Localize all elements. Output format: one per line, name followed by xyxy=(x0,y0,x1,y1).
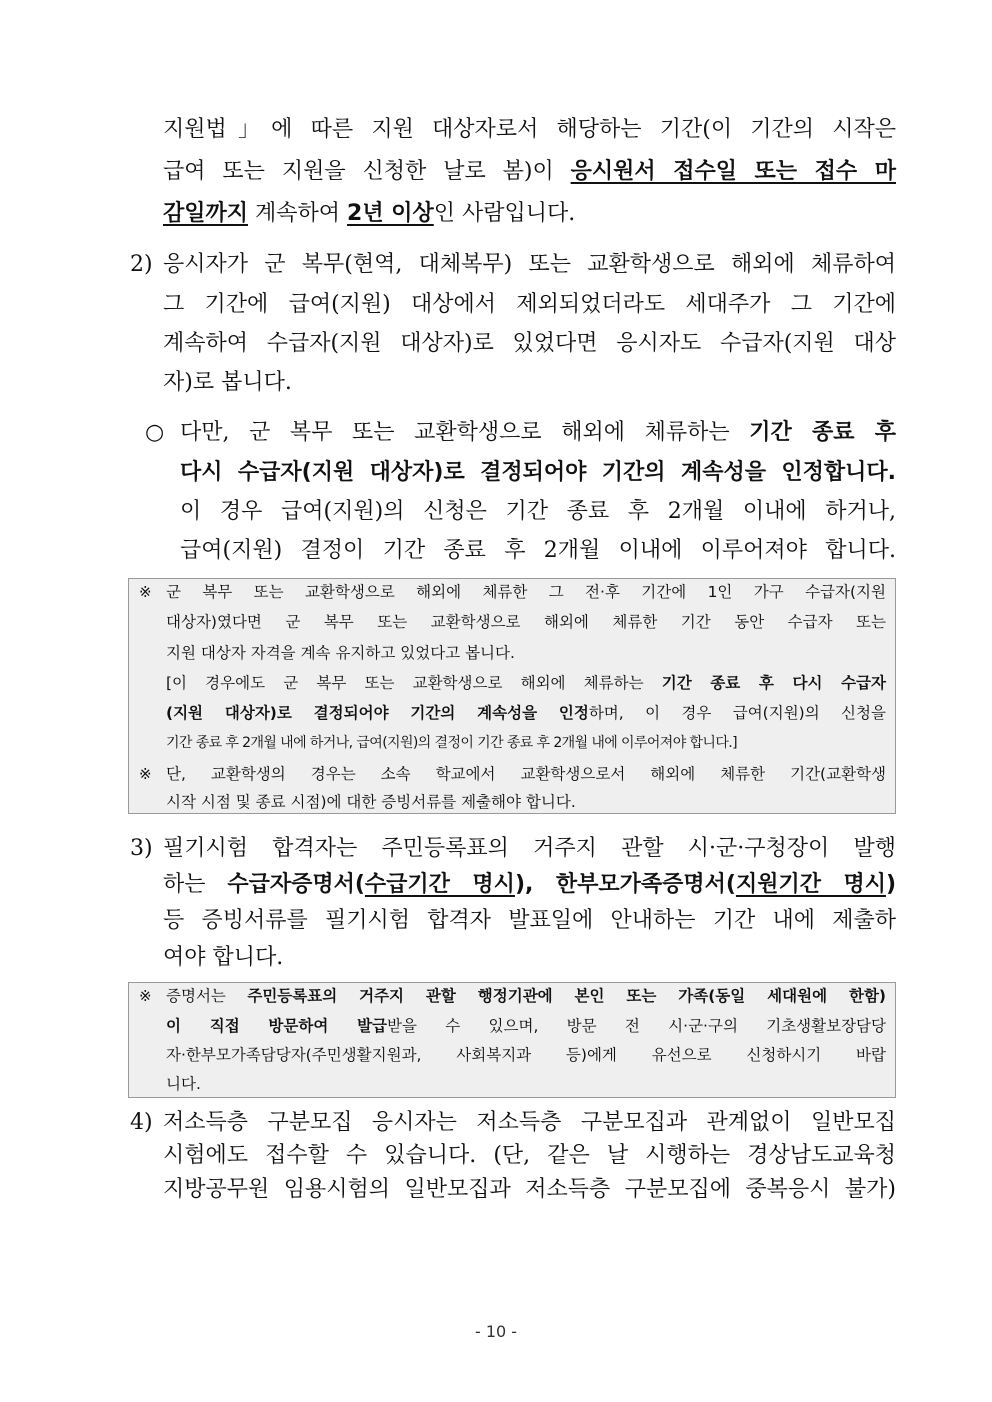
bullet-emphasis: 기간 종료 후 xyxy=(749,420,896,445)
note2-text-cont: 받을 수 있으며, 방문 전 시·군·구의 기초생활보장담당 xyxy=(387,1017,887,1035)
note1-line7: 단, 교환학생의 경우는 소속 학교에서 교환학생으로서 해외에 체류한 기간(교환학생 xyxy=(166,765,886,783)
item3-line4: 여야 합니다. xyxy=(163,945,284,970)
item3-cert1-close: ), xyxy=(514,872,556,897)
reference-mark-icon: ※ xyxy=(139,987,152,1005)
item2-number: 2) xyxy=(130,252,153,277)
note1-text-cont: 하며, 이 경우 급여(지원)의 신청을 xyxy=(588,704,886,722)
item2-line3: 계속하여 수급자(지원 대상자)로 있었다면 응시자도 수급자(지원 대상 xyxy=(163,331,896,356)
note2-line3: 자·한부모가족담당자(주민생활지원과, 사회복지과 등)에게 유선으로 신청하시기 바랍 xyxy=(166,1046,887,1064)
bullet-text: 다만, 군 복무 또는 교환학생으로 해외에 체류하는 xyxy=(180,420,750,445)
item2-line1: 응시자가 군 복무(현역, 대체복무) 또는 교환학생으로 해외에 체류하여 xyxy=(163,252,896,277)
bullet-line2: 다시 수급자(지원 대상자)로 결정되어야 기간의 계속성을 인정합니다. xyxy=(180,460,896,485)
para1-emphasis: 응시원서 접수일 또는 접수 마 xyxy=(570,159,896,184)
note1-emphasis: 기간 종료 후 다시 수급자 xyxy=(661,674,886,692)
para1-emphasis-cont: 감일까지 xyxy=(163,201,249,226)
item3-number: 3) xyxy=(130,836,153,861)
bullet-circle-icon: ○ xyxy=(145,420,165,445)
note2-line1 xyxy=(166,986,886,1006)
para1-line1: 지원법」에 따른 지원 대상자로서 해당하는 기간(이 기간의 시작은 xyxy=(163,117,896,142)
item2-line2: 그 기간에 급여(지원) 대상에서 제외되었더라도 세대주가 그 기간에 xyxy=(163,292,896,317)
note1-line8: 시작 시점 및 종료 시점)에 대한 증빙서류를 제출해야 합니다. xyxy=(166,793,576,811)
note1-line5 xyxy=(166,703,886,723)
note1-line1: 군 복무 또는 교환학생으로 해외에 체류한 그 전·후 기간에 1인 가구 수급자(지원 xyxy=(166,583,886,601)
note1-text: [이 경우에도 군 복무 또는 교환학생으로 해외에 체류하는 xyxy=(166,674,662,692)
bullet-line1 xyxy=(180,418,896,448)
reference-mark-icon: ※ xyxy=(139,583,152,601)
item4-number: 4) xyxy=(130,1110,153,1135)
reference-mark-icon: ※ xyxy=(139,765,152,783)
note2-emphasis: 주민등록표의 거주지 관할 행정기관에 본인 또는 가족(동일 세대원에 한함) xyxy=(247,987,886,1005)
para1-line3 xyxy=(163,199,575,229)
note1-line4 xyxy=(166,673,886,693)
item4-line2: 시험에도 접수할 수 있습니다. (단, 같은 날 시행하는 경상남도교육청 xyxy=(163,1143,896,1168)
item3-cert2-close: ) xyxy=(885,872,897,897)
item3-cert2-period: 지원기간 명시 xyxy=(735,872,886,897)
note2-line4: 니다. xyxy=(166,1075,201,1093)
note1-line3: 지원 대상자 자격을 계속 유지하고 있었다고 봅니다. xyxy=(166,644,515,662)
note1-line2: 대상자)였다면 군 복무 또는 교환학생으로 해외에 체류한 기간 동안 수급자 또는 xyxy=(166,613,886,631)
para1-text-end: 인 사람입니다. xyxy=(433,201,576,226)
note2-text: 증명서는 xyxy=(166,987,248,1005)
item4-line3: 지방공무원 임용시험의 일반모집과 저소득층 구분모집에 중복응시 불가) xyxy=(163,1177,896,1202)
note2-emphasis-cont: 이 직접 방문하여 발급 xyxy=(166,1017,388,1035)
item2-line4: 자)로 봅니다. xyxy=(163,370,292,395)
para1-text: 급여 또는 지원을 신청한 날로 봄)이 xyxy=(163,159,571,184)
note1-line6: 기간 종료 후 2개월 내에 하거나, 급여(지원)의 결정이 기간 종료 후 2개월 내에 이루어져야 합니다.] xyxy=(166,735,737,751)
item3-cert1: 수급자증명서( xyxy=(227,872,365,897)
item3-cert2: 한부모가족증명서( xyxy=(555,872,736,897)
item3-cert1-period: 수급기간 명시 xyxy=(364,872,515,897)
item4-line1: 저소득층 구분모집 응시자는 저소득층 구분모집과 관계없이 일반모집 xyxy=(163,1110,896,1135)
para1-text-mid: 계속하여 xyxy=(248,201,348,226)
item3-line3: 등 증빙서류를 필기시험 합격자 발표일에 안내하는 기간 내에 제출하 xyxy=(163,908,896,933)
item3-text: 하는 xyxy=(163,872,228,897)
bullet-line3: 이 경우 급여(지원)의 신청은 기간 종료 후 2개월 이내에 하거나, xyxy=(180,499,896,524)
bullet-line4: 급여(지원) 결정이 기간 종료 후 2개월 이내에 이루어져야 합니다. xyxy=(180,538,896,563)
para1-duration: 2년 이상 xyxy=(347,201,434,226)
para1-line2 xyxy=(163,157,896,187)
page-number: - 10 - xyxy=(474,1322,518,1341)
item3-line1: 필기시험 합격자는 주민등록표의 거주지 관할 시·군·구청장이 발행 xyxy=(163,836,896,861)
note2-line2 xyxy=(166,1016,886,1036)
note1-emphasis-cont: (지원 대상자)로 결정되어야 기간의 계속성을 인정 xyxy=(166,704,589,722)
item3-line2 xyxy=(163,870,896,900)
